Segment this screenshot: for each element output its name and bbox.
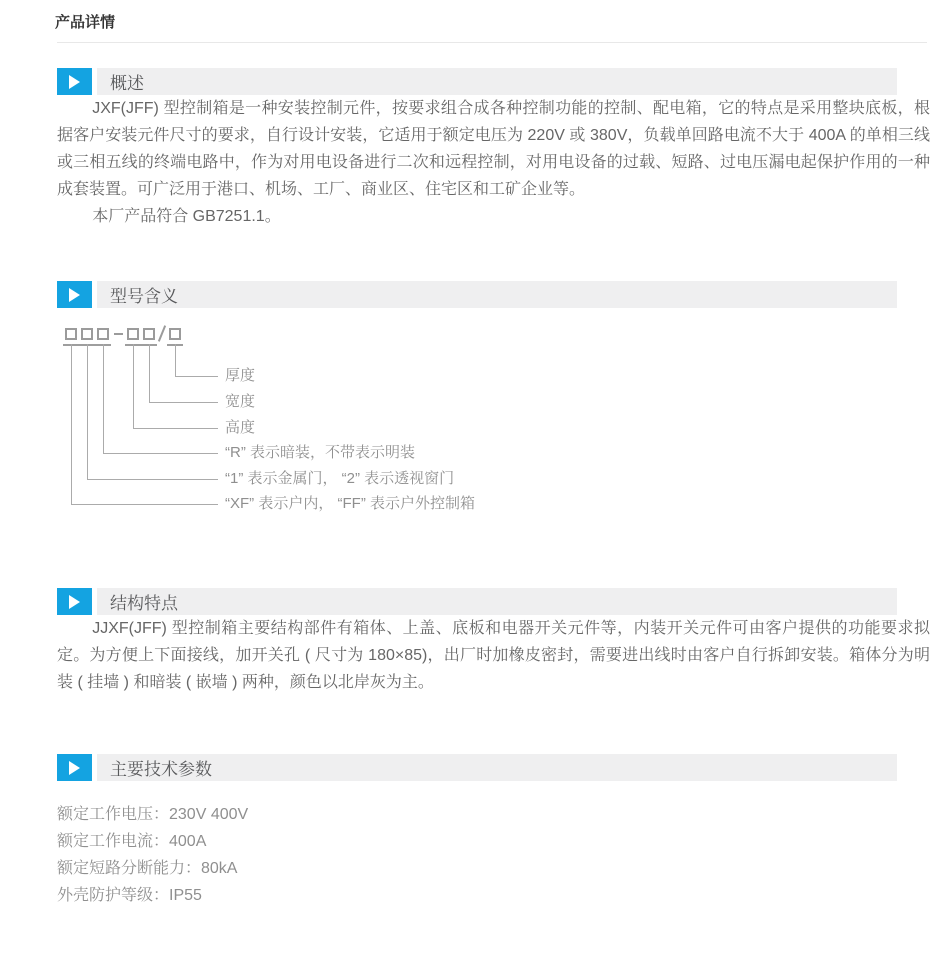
branch-label-series: “XF” 表示户内， “FF” 表示户外控制箱 xyxy=(225,495,475,512)
connector-line xyxy=(175,376,218,377)
branch-label-thickness: 厚度 xyxy=(225,367,256,384)
section-title-bar xyxy=(97,754,897,781)
structure-paragraph: JJXF(JFF) 型控制箱主要结构部件有箱体、上盖、底板和电器开关元件等，内装开关元件可由客户提供的功能要求拟定。为方便上下面接线，加开关孔 ( 尺寸为 180×85)，出厂时加橡皮密封，需要进出线时由客户自行拆卸安装。箱体分为明装 ( 挂墙 ) 和暗装 ( 嵌墙 ) 两种，颜色以北岸灰为主。 xyxy=(57,620,930,691)
model-digit-box xyxy=(143,328,155,340)
branch-label-door-type: “1” 表示金属门， “2” 表示透视窗门 xyxy=(225,470,455,487)
page-title: 产品详情 xyxy=(55,14,116,31)
section-overview xyxy=(57,68,930,230)
connector-line xyxy=(87,479,218,480)
model-digit-box xyxy=(127,328,139,340)
parameter-list xyxy=(57,801,930,909)
branch-label-height: 高度 xyxy=(225,419,256,436)
param-ip-rating: 外壳防护等级：IP55 xyxy=(57,887,202,904)
model-digit-box xyxy=(81,328,93,340)
model-digit-box xyxy=(169,328,181,340)
connector-line xyxy=(71,504,218,505)
connector-line xyxy=(103,453,218,454)
play-arrow-icon xyxy=(57,754,92,781)
section-title-bar xyxy=(97,588,897,615)
section-header-overview xyxy=(57,68,930,95)
connector-line xyxy=(87,344,88,479)
model-digit-box xyxy=(65,328,77,340)
play-arrow-icon xyxy=(57,68,92,95)
branch-label-mounting: “R” 表示暗装，不带表示明装 xyxy=(225,444,415,461)
play-arrow-icon xyxy=(57,588,92,615)
section-header-model-meaning xyxy=(57,281,930,308)
divider xyxy=(57,42,927,43)
play-arrow-icon xyxy=(57,281,92,308)
section-title-structure: 结构特点 xyxy=(110,594,178,613)
connector-line xyxy=(149,344,150,402)
section-title-overview: 概述 xyxy=(110,74,144,93)
slash-separator xyxy=(158,325,166,342)
branch-label-width: 宽度 xyxy=(225,393,256,410)
overview-standard-note: 本厂产品符合 GB7251.1。 xyxy=(92,208,281,225)
connector-line xyxy=(175,344,176,376)
section-title-model-meaning: 型号含义 xyxy=(110,287,178,306)
dash-separator xyxy=(114,333,123,335)
connector-line xyxy=(103,344,104,453)
connector-line xyxy=(71,344,72,504)
connector-line xyxy=(133,428,218,429)
section-model-meaning xyxy=(57,281,930,522)
param-rated-voltage: 额定工作电压：230V 400V xyxy=(57,806,249,823)
overview-paragraph: JXF(JFF) 型控制箱是一种安装控制元件，按要求组合成各种控制功能的控制、配电箱，它的特点是采用整块底板，根据客户安装元件尺寸的要求，自行设计安装，它适用于额定电压为 220V 或 380V，负载单回路电流不大于 400A 的单相三线或三相五线的终端电路中，作为对用电设备进行二次和远程控制，对用电设备的过载、短路、过电压漏电起保护作用的一种成套装置。可广泛用于港口、机场、工厂、商业区、住宅区和工矿企业等。 xyxy=(57,100,930,198)
param-breaking-capacity: 额定短路分断能力：80kA xyxy=(57,860,238,877)
connector-line xyxy=(133,344,134,428)
section-header-structure xyxy=(57,588,930,615)
section-title-parameters: 主要技术参数 xyxy=(110,760,212,779)
model-code-diagram xyxy=(57,327,617,522)
section-structure xyxy=(57,588,930,696)
section-title-bar xyxy=(97,281,897,308)
section-header-parameters xyxy=(57,754,930,781)
model-digit-box xyxy=(97,328,109,340)
section-parameters xyxy=(57,754,930,909)
connector-line xyxy=(149,402,218,403)
product-detail-page xyxy=(57,14,930,909)
param-rated-current: 额定工作电流：400A xyxy=(57,833,207,850)
section-title-bar xyxy=(97,68,897,95)
